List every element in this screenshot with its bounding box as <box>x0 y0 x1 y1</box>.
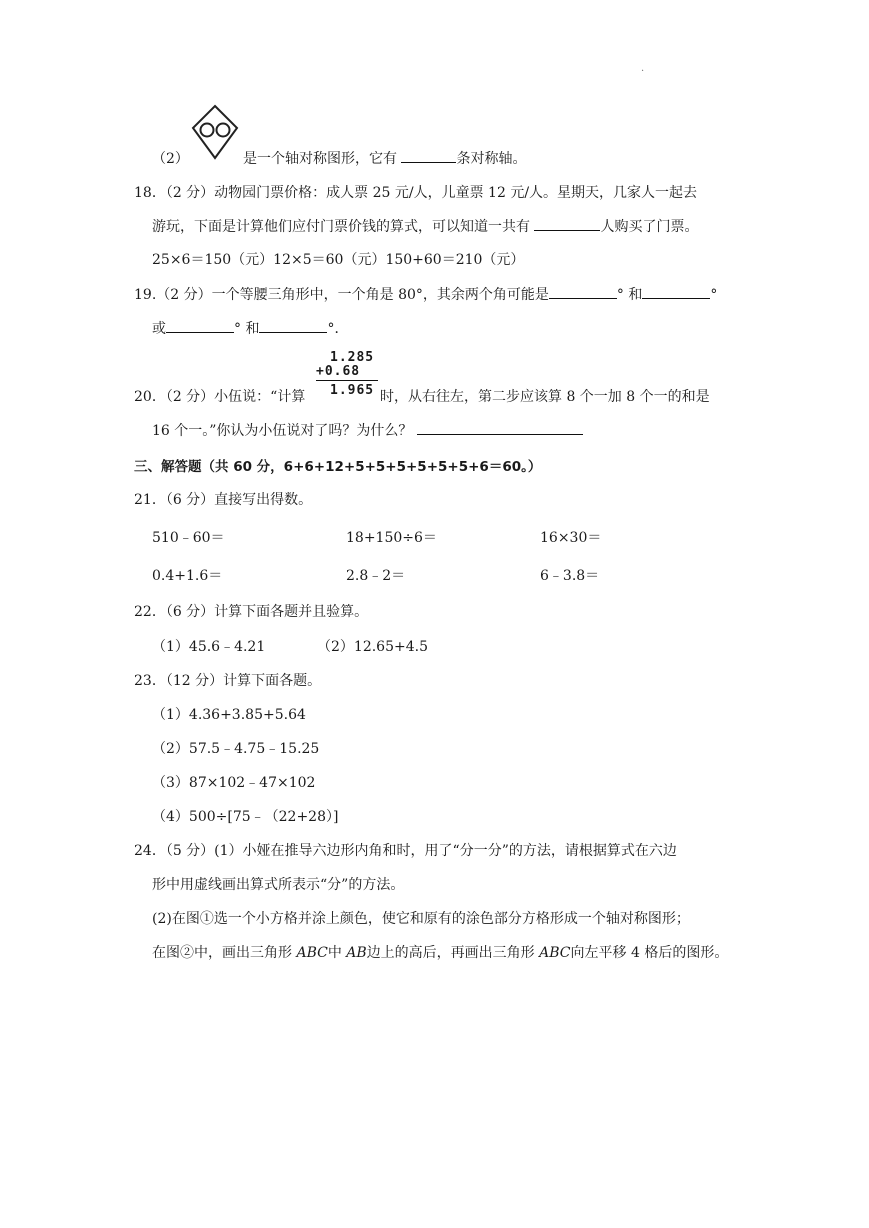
q18-line2b: 人购买了门票。 <box>600 219 699 235</box>
q20-calc-rule <box>316 380 378 381</box>
q24-line4a: 在图②中，画出三角形 <box>152 945 297 961</box>
q24-line2: 形中用虚线画出算式所表示“分”的方法。 <box>152 877 405 893</box>
q24-line3: (2)在图①选一个小方格并涂上颜色，使它和原有的涂色部分方格形成一个轴对称图形； <box>152 911 690 927</box>
q24-line4 <box>152 942 728 962</box>
q19-line2 <box>152 318 348 338</box>
q18-line2 <box>152 216 698 236</box>
q19-deg-1: ° <box>616 287 624 303</box>
q18-line1: 18．（2 分）动物园门票价格：成人票 25 元/人，儿童票 12 元/人。星期天，几家人一起去 <box>134 185 698 201</box>
q19-blank-3[interactable] <box>166 318 234 333</box>
header-dot: · <box>641 66 645 77</box>
q19-blank-2[interactable] <box>642 284 710 299</box>
q19-blank-1[interactable] <box>549 284 617 299</box>
q19-or: 或 <box>152 321 166 337</box>
q24-abc-1: ABC <box>296 945 328 961</box>
q21-item-2: 18+150÷6＝ <box>346 530 437 546</box>
q19-line1a: 19.（2 分）一个等腰三角形中，一个角是 80°，其余两个角可能是 <box>134 287 549 303</box>
q21-item-1: 510﹣60＝ <box>152 530 225 546</box>
q22-item-2: （2）12.65+4.5 <box>317 639 428 655</box>
q17-2-text-b: 条对称轴。 <box>456 151 527 167</box>
q23-title: 23．（12 分）计算下面各题。 <box>134 673 322 689</box>
q20-line1a: 20．（2 分）小伍说：“计算 <box>134 389 306 405</box>
q24-line1: 24．（5 分）(1）小娅在推导六边形内角和时，用了“分一分”的方法，请根据算式在六边 <box>134 843 677 859</box>
q20-line2 <box>152 420 583 440</box>
q23-item-4: （4）500÷[75﹣（22+28）] <box>152 809 339 825</box>
section-3-heading: 三、解答题（共 60 分，6+6+12+5+5+5+5+5+5+6＝60。） <box>134 459 542 475</box>
q18-line3: 25×6＝150（元）12×5＝60（元）150+60＝210（元） <box>152 252 525 268</box>
q22-title: 22．（6 分）计算下面各题并且验算。 <box>134 604 369 620</box>
q23-item-3: （3）87×102﹣47×102 <box>152 775 316 791</box>
q24-abc-2: ABC <box>539 945 571 961</box>
q19-deg-3: ° <box>234 321 241 337</box>
q23-item-2: （2）57.5﹣4.75﹣15.25 <box>152 741 320 757</box>
q17-2-text <box>243 148 526 168</box>
q20-calc-top: 1.285 <box>330 350 375 365</box>
q24-line4c: 边上的高后，再画出三角形 <box>366 945 540 961</box>
q18-blank[interactable] <box>534 216 600 231</box>
q20-line2-text: 16 个一。”你认为小伍说对了吗？为什么？ <box>152 423 413 439</box>
q21-item-5: 2.8﹣2＝ <box>346 568 406 584</box>
q19-blank-4[interactable] <box>259 318 327 333</box>
q24-line4b: 中 <box>327 945 347 961</box>
symmetric-figure-diagram <box>190 103 240 161</box>
q21-item-6: 6﹣3.8＝ <box>540 568 600 584</box>
q18-line2a: 游玩，下面是计算他们应付门票价钱的算式，可以知道一共有 <box>152 219 530 235</box>
q19-line1 <box>134 284 717 304</box>
q19-and-1: 和 <box>628 287 643 303</box>
q24-line4d: 向左平移 4 格后的图形。 <box>570 945 729 961</box>
q20-calc-result: 1.965 <box>330 383 375 398</box>
q21-item-4: 0.4+1.6＝ <box>152 568 223 584</box>
q17-2-blank[interactable] <box>401 148 456 163</box>
q17-2-text-a: 是一个轴对称图形，它有 <box>243 151 397 167</box>
q17-2-prefix: （2） <box>152 151 189 167</box>
q20-line1b: 时，从右往左，第二步应该算 8 个一加 8 个一的和是 <box>380 389 710 405</box>
q20-blank[interactable] <box>417 420 583 435</box>
q21-title: 21．（6 分）直接写出得数。 <box>134 492 313 508</box>
q22-item-1: （1）45.6﹣4.21 <box>152 639 266 655</box>
q19-end: ． <box>334 321 349 337</box>
q19-and-2: 和 <box>245 321 260 337</box>
q23-item-1: （1）4.36+3.85+5.64 <box>152 707 306 723</box>
q19-deg-4: ° <box>327 321 335 337</box>
q21-item-3: 16×30＝ <box>540 530 602 546</box>
q19-deg-2: ° <box>710 287 718 303</box>
q20-calc-mid: +0.68 <box>316 364 361 379</box>
q24-ab: AB <box>346 945 367 961</box>
